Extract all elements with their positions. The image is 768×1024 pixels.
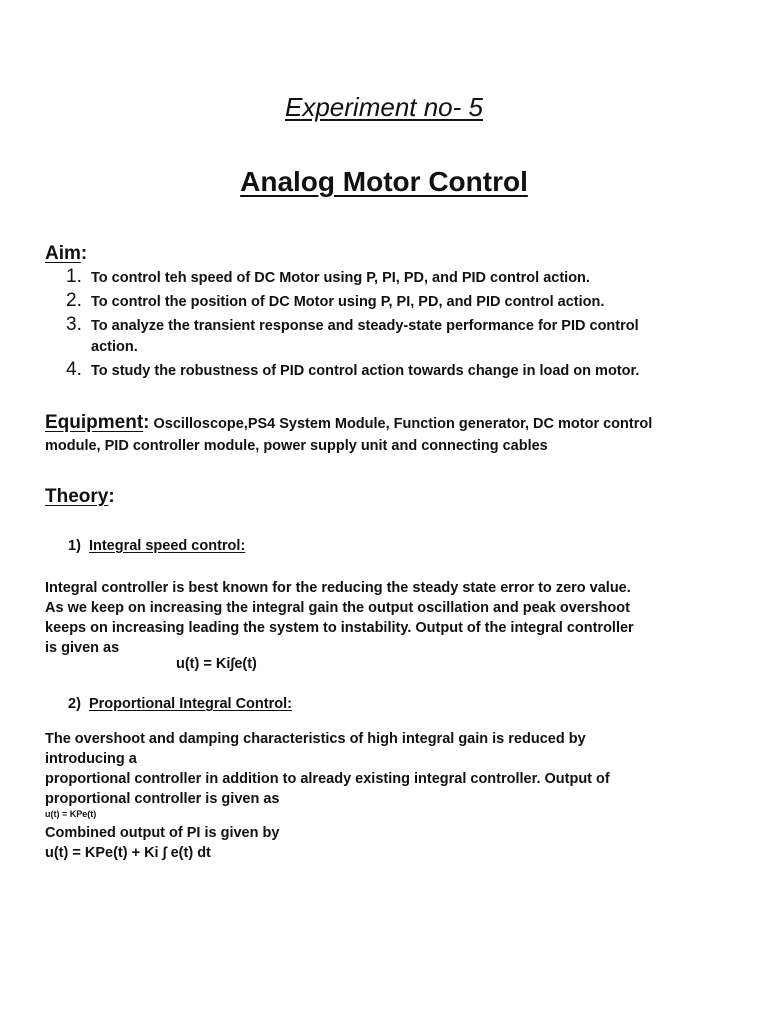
- aim-heading: Aim:: [45, 243, 88, 264]
- integral-paragraph: Integral controller is best known for the reducing the steady state error to zero value. As we keep on increasing the integral gain the output oscillation and peak overshoot keeps on increasing leading the system to instability. Output of the integral controller is given as: [45, 580, 634, 656]
- integral-formula: u(t) = Ki∫e(t): [176, 656, 257, 672]
- page-title: Analog Motor Control: [240, 166, 528, 197]
- experiment-title: Experiment no- 5: [285, 92, 483, 122]
- list-item: 1. To control teh speed of DC Motor using P, PI, PD, and PID control action.: [66, 266, 590, 287]
- list-item: 3. To analyze the transient response and steady-state performance for PID control action.: [66, 314, 639, 355]
- list-item: 2. To control the position of DC Motor using P, PI, PD, and PID control action.: [66, 290, 605, 311]
- pi-formula: u(t) = KPe(t) + Ki ∫ e(t) dt: [45, 845, 211, 861]
- proportional-formula-small: u(t) = KPe(t): [45, 809, 97, 819]
- theory-heading: Theory:: [45, 486, 115, 507]
- aim-list: [66, 268, 686, 385]
- pi-combined-paragraph: Combined output of PI is given by u(t) = KPe(t) + Ki ∫ e(t) dt: [45, 823, 685, 863]
- pi-paragraph: The overshoot and damping characteristics of high integral gain is reduced by introducing a proportional controller in addition to already existing integral controller. Output of proportional controller is given as: [45, 731, 610, 807]
- section-heading-integral: 1) Integral speed control:: [68, 538, 246, 554]
- section-heading-pi: 2) Proportional Integral Control:: [68, 696, 292, 712]
- list-item: 4. To study the robustness of PID control action towards change in load on motor.: [66, 359, 640, 380]
- equipment-paragraph: Equipment: Oscilloscope,PS4 System Module, Function generator, DC motor control module, PID controller module, power supply unit and connecting cables: [45, 412, 653, 454]
- equipment-heading: Equipment:: [45, 412, 150, 433]
